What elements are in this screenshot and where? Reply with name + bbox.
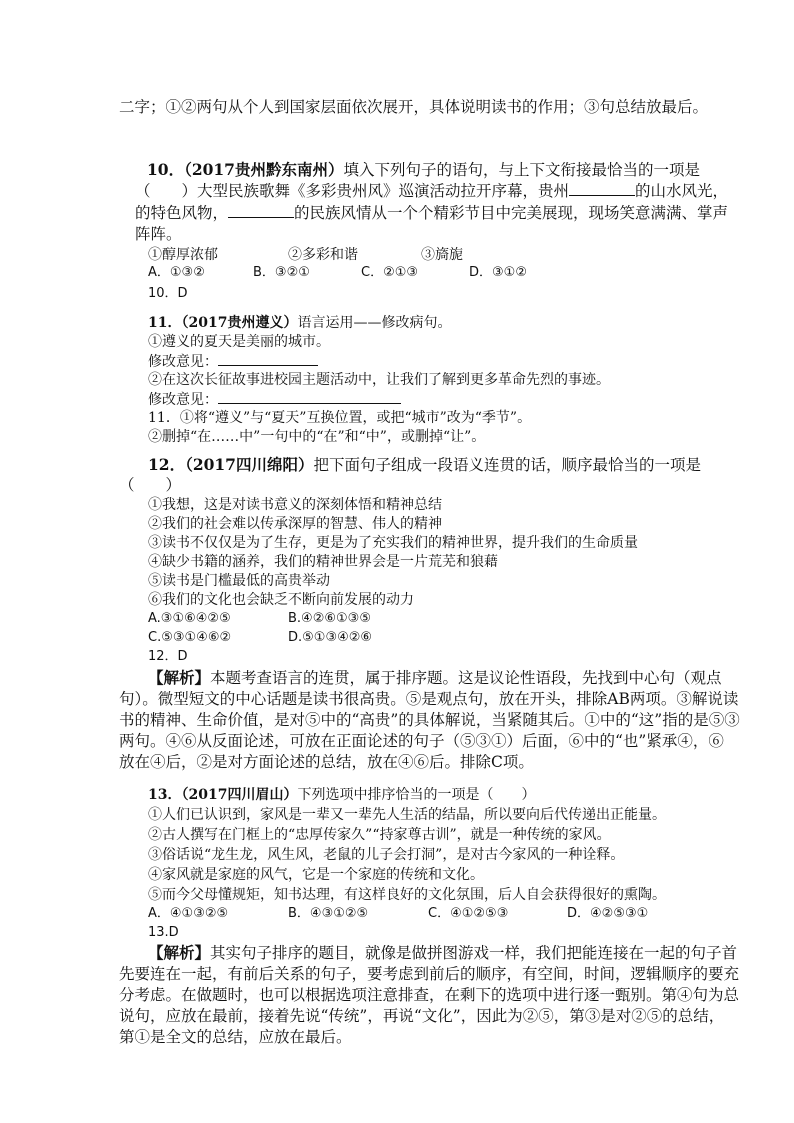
q12-option-a: A.③①⑥④②⑤ <box>148 611 231 626</box>
q11-fix-2 <box>148 390 401 409</box>
q12-analysis-line5: 放在④后，②是对方面论述的总结，放在④⑥后。排除C项。 <box>119 753 534 771</box>
q13-answer: 13.D <box>148 925 179 940</box>
q10-stem-line1 <box>147 160 700 180</box>
q12-analysis-line4: 两句。④⑥从反面论述，可放在正面论述的句子（⑤③①）后面，⑥中的“也”紧承④，⑥ <box>119 732 724 750</box>
q13-stem <box>148 786 535 804</box>
q10-stem-part: 的特色风物， <box>135 204 229 222</box>
q11-fix-label: 修改意见： <box>148 392 218 408</box>
q11-sentence-1: ①遵义的夏天是美丽的城市。 <box>148 334 330 350</box>
q13-stem-text: 下列选项中排序恰当的一项是（ ） <box>297 787 536 803</box>
q13-source: （2017四川眉山） <box>181 787 298 803</box>
q11-source: （2017贵州遵义） <box>181 315 298 331</box>
q10-stem-part: （ ）大型民族歌舞《多彩贵州风》巡演活动拉开序幕，贵州 <box>135 182 570 200</box>
q11-fix-blank-2 <box>218 390 401 404</box>
q13-analysis-line1 <box>148 943 737 963</box>
q11-stem <box>148 314 451 332</box>
q12-sentence-2: ②我们的社会难以传承深厚的智慧、伟人的精神 <box>148 516 442 532</box>
q13-option-b: B．④③①②⑤ <box>288 906 369 921</box>
q11-fix-label: 修改意见： <box>148 354 218 370</box>
q13-analysis-line3: 分考虑。在做题时，也可以根据选项注意排查，在剩下的选项中进行逐一甄别。第④句为总 <box>119 986 740 1004</box>
q12-sentence-3: ③读书不仅仅是为了生存，更是为了充实我们的精神世界，提升我们的生命质量 <box>148 535 638 551</box>
q10-option-c: C．②①③ <box>361 265 419 280</box>
q12-stem-line2: （ ） <box>119 476 182 494</box>
q12-stem-text: 把下面句子组成一段语义连贯的话，顺序最恰当的一项是 <box>313 456 701 474</box>
q10-word-1: ①醇厚浓郁 <box>148 247 218 263</box>
q10-blank-2 <box>228 204 294 218</box>
q13-analysis-line5: 第①是全文的总结，应放在最后。 <box>119 1028 352 1046</box>
q10-option-d: D．③①② <box>469 265 527 280</box>
q13-number: 13． <box>148 787 182 803</box>
q12-analysis-text: 本题考查语言的连贯，属于排序题。这是议论性语段，先找到中心句（观点 <box>210 669 722 687</box>
q11-number: 11． <box>148 315 182 331</box>
q10-stem-line3 <box>135 203 728 223</box>
q12-source: （2017四川绵阳） <box>185 455 314 474</box>
q10-stem-part: 的民族风情从一个个精彩节目中完美展现，现场笑意满满、掌声 <box>294 204 729 222</box>
q10-blank-1 <box>569 182 635 196</box>
q12-analysis-line3: 书的精神、生命价值，是对⑤中的“高贵”的具体解说，当紧随其后。①中的“这”指的是⑤③ <box>119 711 740 729</box>
q13-analysis-line4: 说句，应放在最前，接着先说“传统”，再说“文化”，因此为②⑤，第③是对②⑤的总结， <box>119 1007 725 1025</box>
q13-sentence-5: ⑤而今父母懂规矩，知书达理，有这样良好的文化氛围，后人自会获得很好的熏陶。 <box>148 887 666 903</box>
q12-analysis-line1 <box>148 668 722 688</box>
q12-option-c: C.⑤③①④⑥② <box>148 630 232 645</box>
q12-sentence-4: ④缺少书籍的涵养，我们的精神世界会是一片荒芜和狼藉 <box>148 554 498 570</box>
intro-line: 二字；①②两句从个人到国家层面依次展开，具体说明读书的作用；③句总结放最后。 <box>119 98 709 116</box>
q12-sentence-5: ⑤读书是门槛最低的高贵举动 <box>148 573 330 589</box>
q13-analysis-line2: 先要连在一起，有前后关系的句子，要考虑到前后的顺序，有空间，时间，逻辑顺序的要充 <box>119 965 740 983</box>
q10-number: 10． <box>147 160 185 179</box>
q12-number: 12． <box>148 455 186 474</box>
q11-fix-blank-1 <box>218 352 318 366</box>
q10-word-3: ③旖旎 <box>421 247 463 263</box>
q13-sentence-3: ③俗话说“龙生龙，风生风，老鼠的儿子会打洞”，是对古今家风的一种诠释。 <box>148 847 625 863</box>
q12-option-b: B.④②⑥①③⑤ <box>288 611 371 626</box>
q12-sentence-1: ①我想，这是对读书意义的深刻体悟和精神总结 <box>148 497 442 513</box>
q10-option-a: A．①③② <box>148 265 205 280</box>
q10-stem-text: 填入下列句子的语句，与上下文衔接最恰当的一项是 <box>343 161 700 179</box>
q12-sentence-6: ⑥我们的文化也会缺乏不断向前发展的动力 <box>148 592 414 608</box>
q13-analysis-label: 【解析】 <box>148 943 211 962</box>
q10-word-2: ②多彩和谐 <box>288 247 358 263</box>
q12-stem-line1 <box>148 455 701 475</box>
q11-stem-text: 语言运用——修改病句。 <box>297 315 452 331</box>
q13-sentence-2: ②古人撰写在门框上的“忠厚传家久”“持家尊古训”，就是一种传统的家风。 <box>148 827 611 843</box>
q13-sentence-4: ④家风就是家庭的风气，它是一个家庭的传统和文化。 <box>148 867 484 883</box>
q12-answer: 12．D <box>148 649 188 664</box>
q12-analysis-label: 【解析】 <box>148 668 211 687</box>
q11-sentence-2: ②在这次长征故事进校园主题活动中，让我们了解到更多革命先烈的事迹。 <box>148 372 610 388</box>
q13-option-d: D．④②⑤③① <box>567 906 649 921</box>
q13-analysis-text: 其实句子排序的题目，就像是做拼图游戏一样，我们把能连接在一起的句子首 <box>210 944 738 962</box>
q10-stem-line4: 阵阵。 <box>135 225 182 243</box>
q11-answer-1: 11．①将“遵义”与“夏天”互换位置，或把“城市”改为“季节”。 <box>148 410 532 426</box>
q13-sentence-1: ①人们已认识到，家风是一辈又一辈先人生活的结晶，所以要向后代传递出正能量。 <box>148 807 666 823</box>
q10-answer: 10．D <box>148 286 188 301</box>
q10-stem-part: 的山水风光， <box>635 182 729 200</box>
q10-option-b: B．③②① <box>253 265 310 280</box>
q11-fix-1 <box>148 352 318 371</box>
q10-source: （2017贵州黔东南州） <box>184 160 344 179</box>
q12-option-d: D.⑤①③④②⑥ <box>288 630 373 645</box>
q13-option-c: C．④①②⑤③ <box>428 906 509 921</box>
q13-option-a: A．④①③②⑤ <box>148 906 229 921</box>
q11-answer-2: ②删掉“在……中”一句中的“在”和“中”，或删掉“让”。 <box>148 429 486 445</box>
q12-analysis-line2: 句）。微型短文的中心话题是读书很高贵。⑤是观点句，放在开头，排除AB两项。③解说读 <box>119 690 739 708</box>
q10-stem-line2 <box>135 181 728 201</box>
